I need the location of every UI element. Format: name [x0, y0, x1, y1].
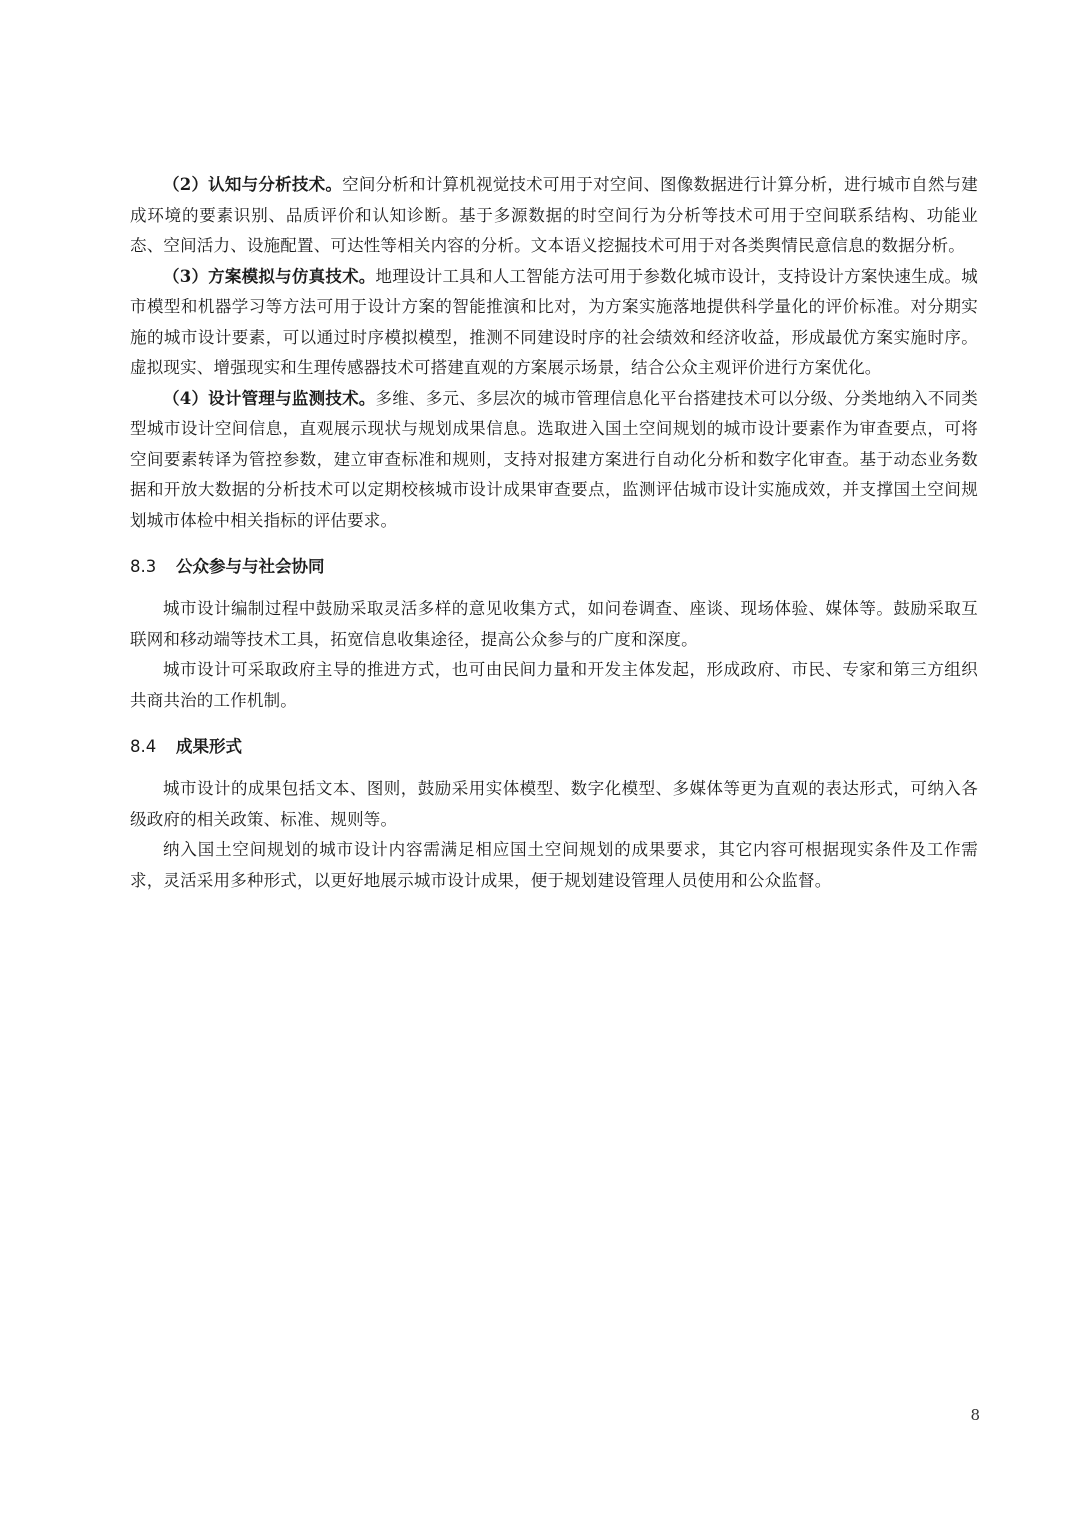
document-body [130, 170, 978, 896]
paragraph: 城市设计编制过程中鼓励采取灵活多样的意见收集方式，如问卷调查、座谈、现场体验、媒体等。鼓励采取互联网和移动端等技术工具，拓宽信息收集途径，提高公众参与的广度和深度。 [130, 599, 978, 649]
tech-item-management-monitoring [130, 384, 978, 537]
tech-item-text: 空间分析和计算机视觉技术可用于对空间、图像数据进行计算分析，进行城市自然与建成环境的要素识别、品质评价和认知诊断。基于多源数据的时空间行为分析等技术可用于空间联系结构、功能业态、空间活力、设施配置、可达性等相关内容的分析。文本语义挖掘技术可用于对各类舆情民意信息的数据分析。 [130, 175, 978, 255]
tech-item-cognition-analysis [130, 170, 978, 262]
paragraph: 纳入国土空间规划的城市设计内容需满足相应国土空间规划的成果要求，其它内容可根据现实条件及工作需求，灵活采用多种形式，以更好地展示城市设计成果，便于规划建设管理人员使用和公众监督。 [130, 840, 978, 890]
tech-item-lead: （3）方案模拟与仿真技术。 [163, 266, 376, 286]
tech-item-text: 多维、多元、多层次的城市管理信息化平台搭建技术可以分级、分类地纳入不同类型城市设计空间信息，直观展示现状与规划成果信息。选取进入国土空间规划的城市设计要素作为审查要点，可将空间要素转译为管控参数，建立审查标准和规则，支持对报建方案进行自动化分析和数字化审查。基于动态业务数据和开放大数据的分析技术可以定期校核城市设计成果审查要点，监测评估城市设计实施成效，并支撑国土空间规划城市体检中相关指标的评估要求。 [130, 388, 978, 530]
section-heading-8-3 [130, 552, 978, 582]
section-heading-8-4 [130, 732, 978, 762]
tech-item-lead: （2）认知与分析技术。 [163, 175, 343, 194]
section-title: 公众参与与社会协同 [176, 557, 325, 576]
tech-item-text: 地理设计工具和人工智能方法可用于参数化城市设计，支持设计方案快速生成。城市模型和机器学习等方法可用于设计方案的智能推演和比对，为方案实施落地提供科学量化的评价标准。对分期实施的城市设计要素，可以通过时序模拟模型，推测不同建设时序的社会绩效和经济收益，形成最优方案实施时序。虚拟现实、增强现实和生理传感器技术可搭建直观的方案展示场景，结合公众主观评价进行方案优化。 [130, 266, 978, 377]
page-number: 8 [970, 1406, 980, 1424]
paragraph: 城市设计可采取政府主导的推进方式，也可由民间力量和开发主体发起，形成政府、市民、专家和第三方组织共商共治的工作机制。 [130, 660, 978, 710]
section-number: 8.4 [130, 737, 157, 756]
paragraph: 城市设计的成果包括文本、图则，鼓励采用实体模型、数字化模型、多媒体等更为直观的表达形式，可纳入各级政府的相关政策、标准、规则等。 [130, 779, 978, 829]
section-title: 成果形式 [176, 737, 242, 756]
section-number: 8.3 [130, 557, 157, 576]
tech-item-lead: （4）设计管理与监测技术。 [163, 388, 376, 408]
tech-item-simulation [130, 262, 978, 384]
